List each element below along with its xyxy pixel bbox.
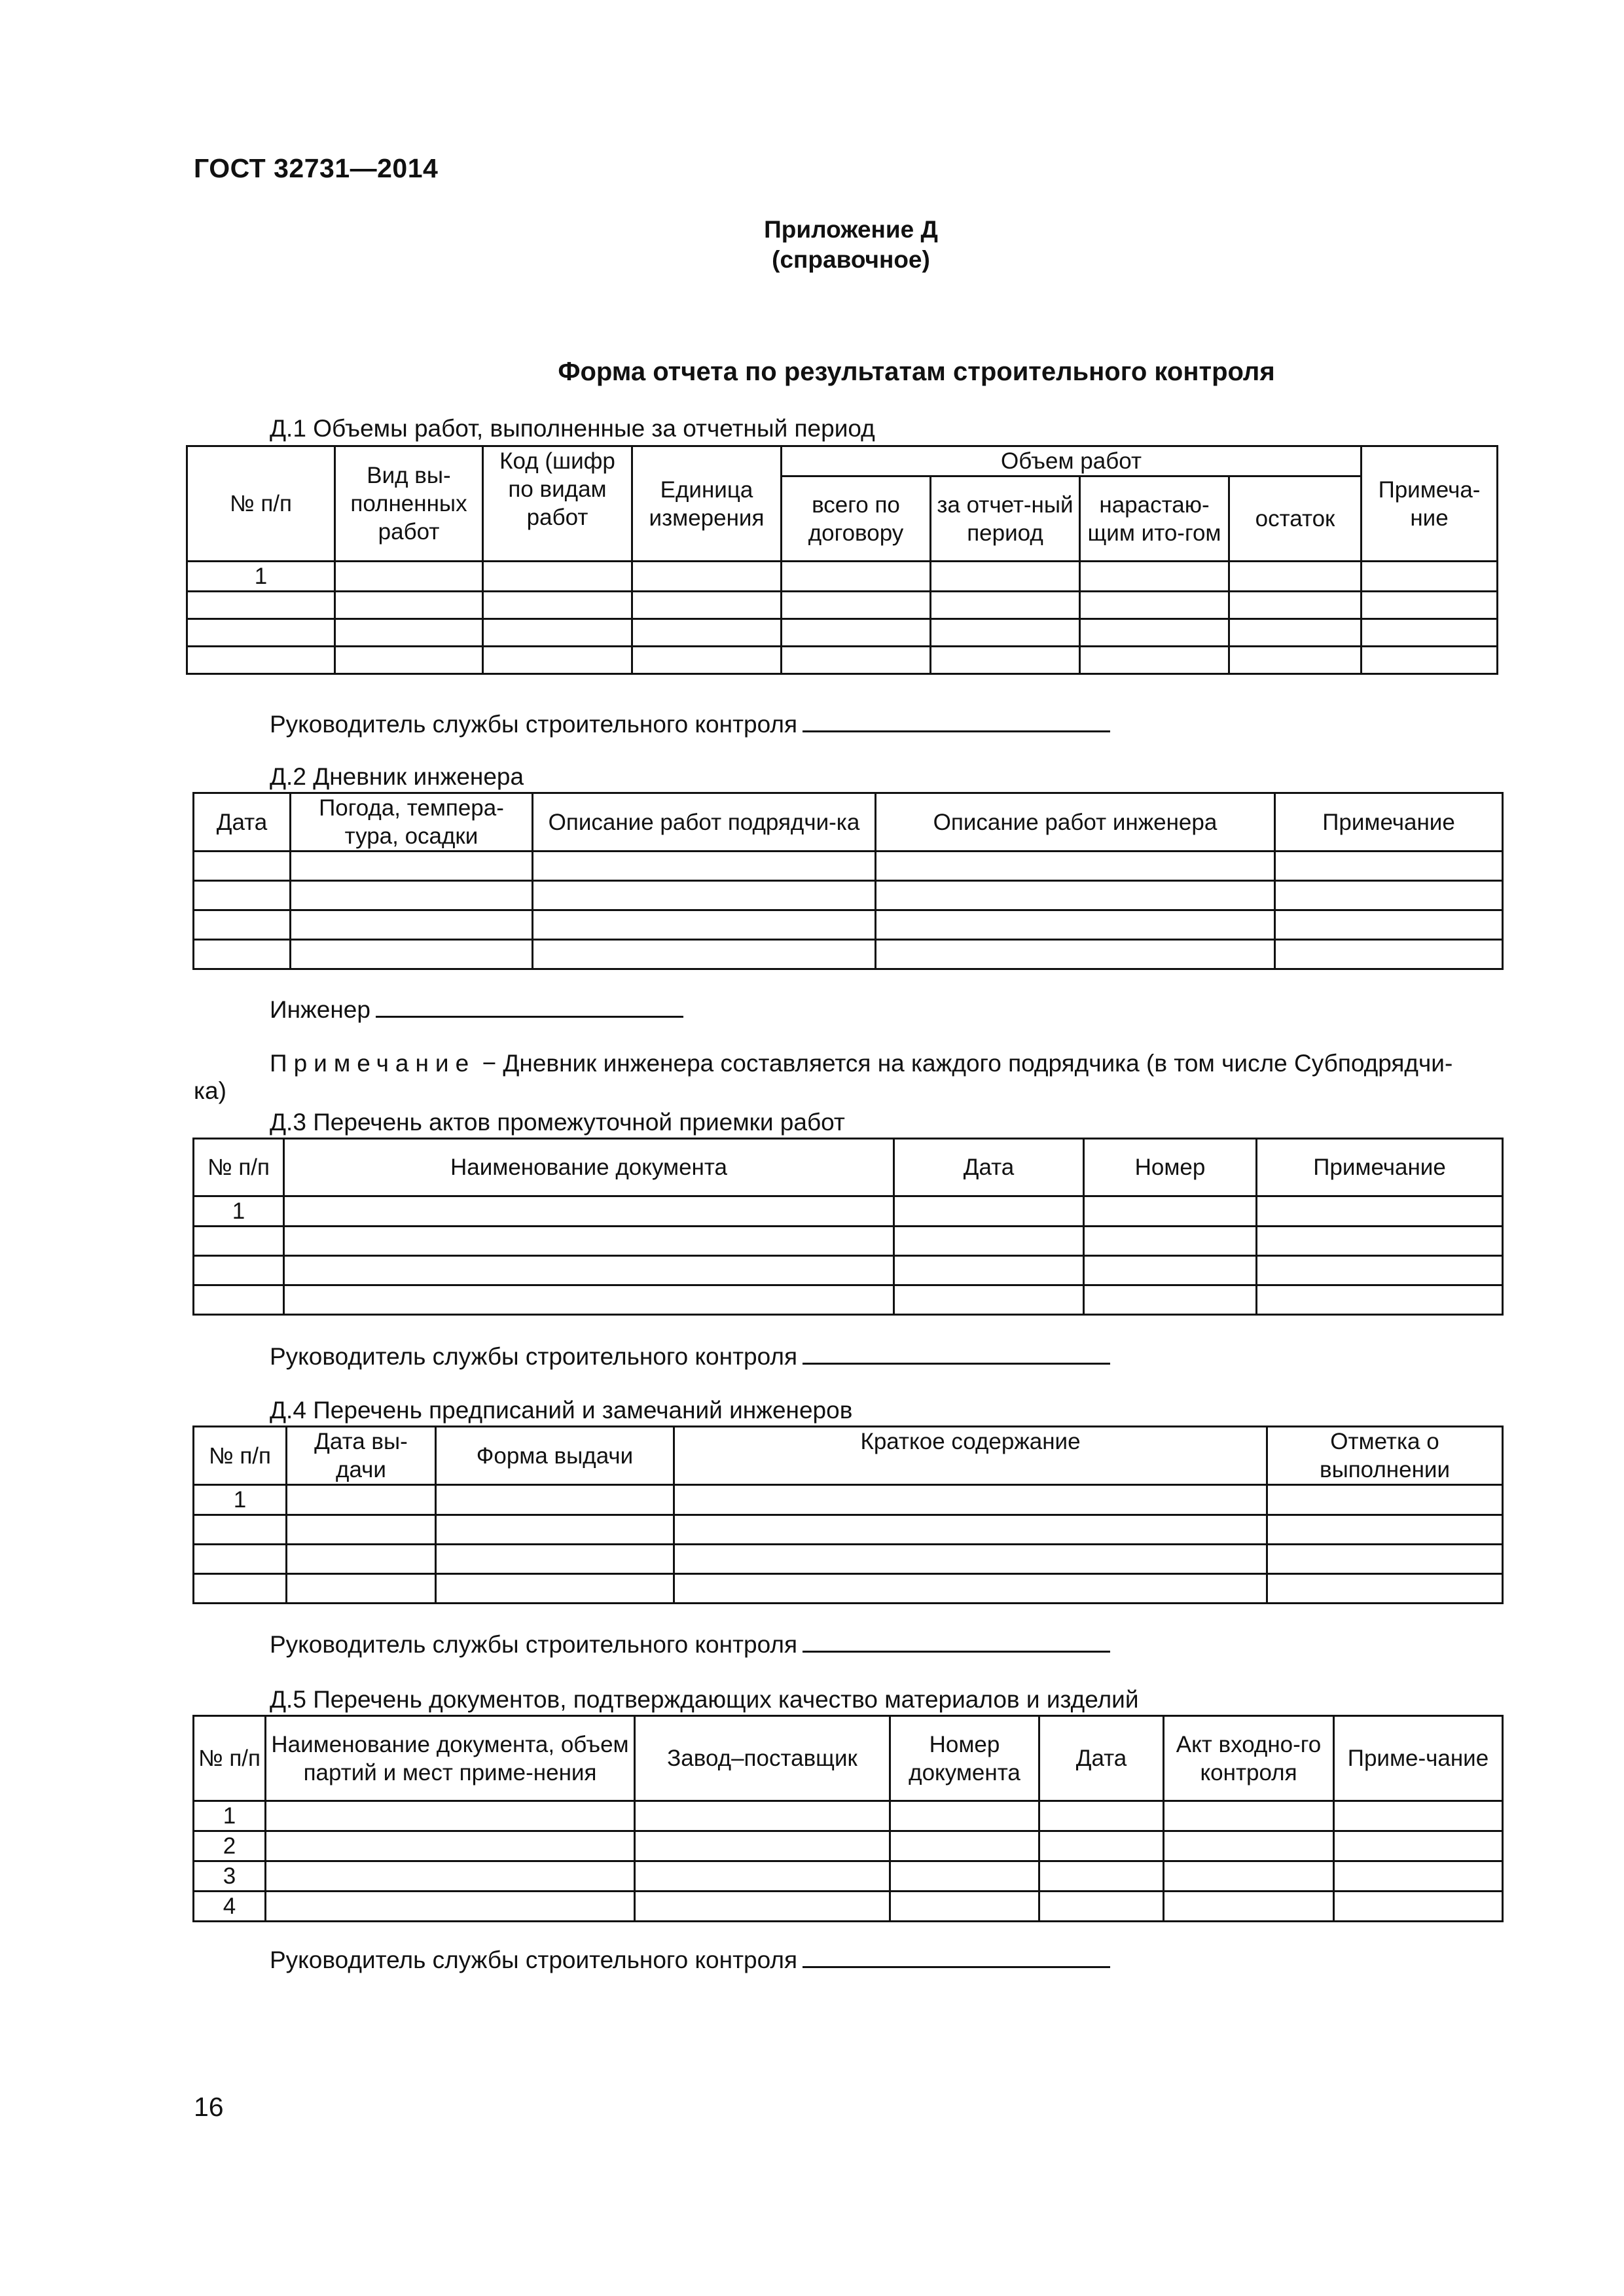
table-cell[interactable] [1267, 1574, 1503, 1604]
table-cell[interactable] [1334, 1861, 1503, 1892]
table-cell[interactable] [1039, 1861, 1164, 1892]
table-cell[interactable] [876, 881, 1275, 910]
table-cell[interactable] [266, 1892, 635, 1922]
signature-label: Руководитель службы строительного контроля [270, 1946, 797, 1973]
section-d2-caption: Д.2 Дневник инженера [270, 763, 524, 790]
section-d5-caption: Д.5 Перечень документов, подтверждающих качество материалов и изделий [270, 1686, 1139, 1713]
row-num: 1 [187, 562, 335, 592]
table-cell[interactable] [632, 619, 782, 647]
table-cell[interactable] [1257, 1196, 1503, 1227]
table-row [194, 1256, 1503, 1285]
table-cell[interactable] [890, 1831, 1039, 1861]
table-cell[interactable] [284, 1227, 894, 1256]
row-num: 4 [194, 1892, 266, 1922]
table-cell[interactable] [436, 1574, 674, 1604]
table-cell[interactable] [436, 1515, 674, 1545]
table-cell[interactable] [1267, 1545, 1503, 1574]
signature-line[interactable] [803, 1628, 1110, 1653]
table-row [194, 1892, 1503, 1922]
table-row [194, 1861, 1503, 1892]
header-date: Дата [894, 1139, 1084, 1196]
table-cell[interactable] [1334, 1892, 1503, 1922]
row-num [194, 1285, 284, 1315]
row-num [194, 1515, 287, 1545]
table-cell[interactable] [266, 1861, 635, 1892]
table-cell[interactable] [1275, 940, 1503, 969]
table-row [187, 562, 1498, 592]
row-num: 1 [194, 1485, 287, 1515]
table-cell[interactable] [335, 592, 483, 619]
table-cell[interactable] [674, 1485, 1267, 1515]
table-cell[interactable] [291, 940, 533, 969]
table-cell[interactable] [1080, 562, 1229, 592]
signature-label: Инженер [270, 996, 370, 1023]
table-cell[interactable] [1229, 619, 1362, 647]
table-cell[interactable] [287, 1515, 436, 1545]
table-cell[interactable] [876, 940, 1275, 969]
table-cell[interactable] [1080, 592, 1229, 619]
section-d1-table [186, 445, 1498, 675]
header-number: Номер [1084, 1139, 1257, 1196]
header-note: Примечание [1275, 793, 1503, 852]
table-cell[interactable] [931, 592, 1080, 619]
table-cell[interactable] [436, 1545, 674, 1574]
section-d5-table [192, 1715, 1504, 1922]
header-doc-number: Номер документа [890, 1716, 1039, 1801]
table-cell[interactable] [284, 1196, 894, 1227]
table-cell[interactable] [632, 562, 782, 592]
header-cumulative: нарастаю-щим ито-гом [1080, 476, 1229, 562]
table-cell[interactable] [674, 1515, 1267, 1545]
table-cell[interactable] [1334, 1831, 1503, 1861]
table-cell[interactable] [931, 647, 1080, 674]
table-cell[interactable] [1229, 592, 1362, 619]
header-remainder: остаток [1229, 476, 1362, 562]
table-cell[interactable] [1080, 619, 1229, 647]
table-cell[interactable] [1275, 881, 1503, 910]
table-cell[interactable] [533, 940, 876, 969]
table-cell[interactable] [287, 1574, 436, 1604]
note-label: Примечание [270, 1050, 476, 1077]
table-cell[interactable] [335, 647, 483, 674]
table-cell[interactable] [1362, 619, 1498, 647]
table-cell[interactable] [1257, 1256, 1503, 1285]
header-unit: Единица измерения [632, 446, 782, 562]
table-cell[interactable] [483, 619, 632, 647]
table-cell[interactable] [931, 562, 1080, 592]
header-contractor-work: Описание работ подрядчи-ка [533, 793, 876, 852]
table-cell[interactable] [1084, 1196, 1257, 1227]
row-num [194, 1227, 284, 1256]
header-volume: Объем работ [782, 446, 1362, 476]
table-cell[interactable] [635, 1801, 890, 1831]
row-num: 1 [194, 1196, 284, 1227]
table-row [194, 1831, 1503, 1861]
table-cell[interactable] [1039, 1801, 1164, 1831]
table-cell[interactable] [1257, 1285, 1503, 1315]
table-cell[interactable] [1164, 1801, 1334, 1831]
table-row [187, 619, 1498, 647]
row-date[interactable] [194, 940, 291, 969]
section-d2-table [192, 792, 1504, 970]
note-text: − Дневник инженера составляется на каждого подрядчика (в том числе Субподрядчи- [475, 1050, 1453, 1077]
header-num: № п/п [194, 1427, 287, 1485]
section-d4-table [192, 1426, 1504, 1604]
table-row [194, 1545, 1503, 1574]
note-paragraph [270, 1050, 1453, 1077]
page-number: 16 [194, 2092, 224, 2122]
table-cell[interactable] [894, 1227, 1084, 1256]
table-row [194, 1485, 1503, 1515]
table-cell[interactable] [335, 562, 483, 592]
row-num [194, 1545, 287, 1574]
table-row [194, 852, 1503, 881]
header-num: № п/п [187, 446, 335, 562]
table-cell[interactable] [632, 647, 782, 674]
header-total-contract: всего по договору [782, 476, 931, 562]
table-cell[interactable] [1084, 1256, 1257, 1285]
table-row [187, 592, 1498, 619]
table-cell[interactable] [291, 910, 533, 940]
appendix-heading [668, 215, 1034, 275]
table-cell[interactable] [1039, 1892, 1164, 1922]
table-cell[interactable] [533, 881, 876, 910]
header-work-kind: Вид вы-полненных работ [335, 446, 483, 562]
table-cell[interactable] [894, 1256, 1084, 1285]
table-cell[interactable] [1164, 1892, 1334, 1922]
header-issue-date: Дата вы-дачи [287, 1427, 436, 1485]
table-cell[interactable] [876, 910, 1275, 940]
table-row [194, 1801, 1503, 1831]
signature-line[interactable] [376, 994, 683, 1018]
table-row [194, 910, 1503, 940]
header-note: Приме-чание [1334, 1716, 1503, 1801]
table-cell[interactable] [1229, 647, 1362, 674]
table-cell[interactable] [1267, 1515, 1503, 1545]
table-cell[interactable] [291, 852, 533, 881]
signature-label: Руководитель службы строительного контроля [270, 1631, 797, 1658]
header-supplier: Завод–поставщик [635, 1716, 890, 1801]
table-cell[interactable] [1229, 562, 1362, 592]
section-d3-signature [270, 1340, 1110, 1371]
table-row [194, 1227, 1503, 1256]
table-cell[interactable] [876, 852, 1275, 881]
table-cell[interactable] [782, 562, 931, 592]
table-row [194, 881, 1503, 910]
table-cell[interactable] [335, 619, 483, 647]
header-note: Примеча-ние [1362, 446, 1498, 562]
page-title: Форма отчета по результатам строительного контроля [558, 357, 1275, 386]
table-cell[interactable] [890, 1801, 1039, 1831]
table-cell[interactable] [674, 1545, 1267, 1574]
table-cell[interactable] [782, 619, 931, 647]
row-date[interactable] [194, 910, 291, 940]
row-num [187, 619, 335, 647]
table-cell[interactable] [632, 592, 782, 619]
section-d3-table [192, 1138, 1504, 1316]
document-standard-number: ГОСТ 32731—2014 [194, 153, 439, 183]
signature-label: Руководитель службы строительного контроля [270, 711, 797, 738]
table-row [194, 1515, 1503, 1545]
section-d4-caption: Д.4 Перечень предписаний и замечаний инженеров [270, 1397, 853, 1424]
table-cell[interactable] [782, 647, 931, 674]
header-engineer-work: Описание работ инженера [876, 793, 1275, 852]
header-summary: Краткое содержание [674, 1427, 1267, 1485]
table-cell[interactable] [287, 1545, 436, 1574]
table-cell[interactable] [1084, 1227, 1257, 1256]
header-num: № п/п [194, 1716, 266, 1801]
table-cell[interactable] [1267, 1485, 1503, 1515]
table-cell[interactable] [1257, 1227, 1503, 1256]
header-period: за отчет-ный период [931, 476, 1080, 562]
header-form: Форма выдачи [436, 1427, 674, 1485]
table-cell[interactable] [1362, 647, 1498, 674]
table-row [187, 647, 1498, 674]
table-cell[interactable] [266, 1801, 635, 1831]
table-cell[interactable] [284, 1256, 894, 1285]
signature-line[interactable] [803, 1944, 1110, 1968]
table-cell[interactable] [287, 1485, 436, 1515]
header-date: Дата [194, 793, 291, 852]
table-cell[interactable] [890, 1861, 1039, 1892]
section-d1-signature [270, 708, 1110, 738]
table-row [194, 1196, 1503, 1227]
table-cell[interactable] [635, 1831, 890, 1861]
header-note: Примечание [1257, 1139, 1503, 1196]
header-act: Акт входно-го контроля [1164, 1716, 1334, 1801]
header-weather: Погода, темпера-тура, осадки [291, 793, 533, 852]
header-num: № п/п [194, 1139, 284, 1196]
row-date[interactable] [194, 852, 291, 881]
table-cell[interactable] [1362, 592, 1498, 619]
table-cell[interactable] [1039, 1831, 1164, 1861]
section-d5-signature [270, 1944, 1110, 1974]
table-cell[interactable] [533, 852, 876, 881]
row-date[interactable] [194, 881, 291, 910]
table-cell[interactable] [635, 1892, 890, 1922]
table-cell[interactable] [674, 1574, 1267, 1604]
table-row [194, 1285, 1503, 1315]
row-num: 3 [194, 1861, 266, 1892]
table-row [194, 940, 1503, 969]
header-doc-name: Наименование документа, объем партий и мест приме-нения [266, 1716, 635, 1801]
table-cell[interactable] [894, 1285, 1084, 1315]
table-cell[interactable] [782, 592, 931, 619]
section-d4-signature [270, 1628, 1110, 1659]
section-d1-caption: Д.1 Объемы работ, выполненные за отчетный период [270, 415, 875, 442]
header-code: Код (шифр по видам работ [483, 446, 632, 562]
row-num: 2 [194, 1831, 266, 1861]
table-cell[interactable] [483, 592, 632, 619]
table-row [194, 1574, 1503, 1604]
appendix-type: (справочное) [772, 246, 930, 273]
table-cell[interactable] [1334, 1801, 1503, 1831]
table-cell[interactable] [635, 1861, 890, 1892]
header-mark: Отметка о выполнении [1267, 1427, 1503, 1485]
signature-label: Руководитель службы строительного контроля [270, 1343, 797, 1370]
row-num [194, 1256, 284, 1285]
header-date: Дата [1039, 1716, 1164, 1801]
section-d3-caption: Д.3 Перечень актов промежуточной приемки работ [270, 1109, 845, 1136]
table-cell[interactable] [1275, 910, 1503, 940]
table-cell[interactable] [1164, 1831, 1334, 1861]
row-num: 1 [194, 1801, 266, 1831]
table-cell[interactable] [931, 619, 1080, 647]
table-cell[interactable] [890, 1892, 1039, 1922]
table-cell[interactable] [436, 1485, 674, 1515]
table-cell[interactable] [894, 1196, 1084, 1227]
header-doc-name: Наименование документа [284, 1139, 894, 1196]
section-d2-signature [270, 994, 683, 1024]
note-continuation: ка) [194, 1077, 226, 1104]
table-cell[interactable] [284, 1285, 894, 1315]
table-cell[interactable] [533, 910, 876, 940]
row-num [187, 592, 335, 619]
table-cell[interactable] [1080, 647, 1229, 674]
table-cell[interactable] [1275, 852, 1503, 881]
row-num [187, 647, 335, 674]
table-cell[interactable] [291, 881, 533, 910]
table-cell[interactable] [1164, 1861, 1334, 1892]
table-cell[interactable] [483, 562, 632, 592]
appendix-title: Приложение Д [764, 216, 938, 243]
row-num [194, 1574, 287, 1604]
signature-line[interactable] [803, 1340, 1110, 1365]
table-cell[interactable] [483, 647, 632, 674]
signature-line[interactable] [803, 708, 1110, 732]
table-cell[interactable] [266, 1831, 635, 1861]
table-cell[interactable] [1084, 1285, 1257, 1315]
table-cell[interactable] [1362, 562, 1498, 592]
